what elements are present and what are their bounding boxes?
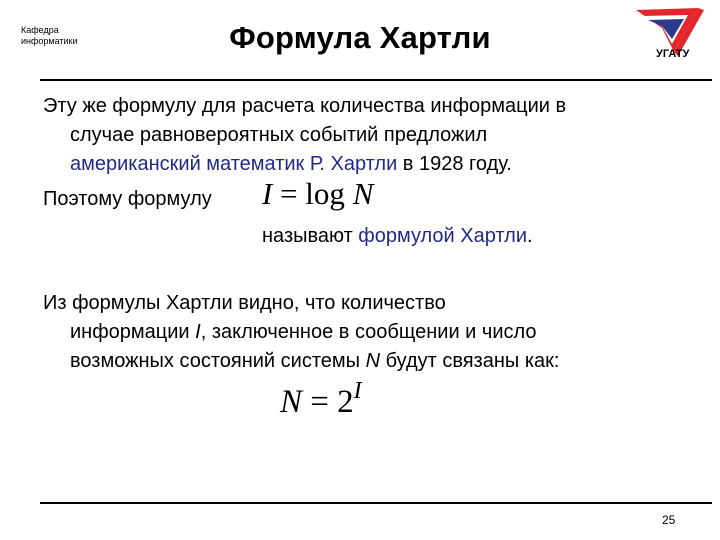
slide-title: Формула Хартли	[229, 20, 491, 55]
hartley-formula-name: формулой Хартли	[358, 225, 527, 247]
logo-text: УГАТУ	[656, 48, 690, 60]
paragraph-1-line-1: Эту же формулу для расчета количества информации в	[43, 95, 567, 117]
called-text: называют	[262, 225, 359, 247]
p3-l3-n: N	[365, 350, 381, 372]
p3-l2-a: информации	[70, 321, 196, 343]
hartley-mention: американский математик Р. Хартли	[70, 153, 398, 175]
paragraph-2	[43, 185, 212, 214]
paragraph-3-line-3	[43, 347, 559, 376]
department-line-2: информатики	[21, 36, 78, 46]
p3-l2-i: I	[195, 321, 201, 343]
department-line-1: Кафедра	[21, 25, 59, 35]
footer-divider	[40, 502, 712, 504]
p3-l3-b: будут связаны как:	[380, 350, 560, 372]
header-divider	[40, 79, 712, 81]
paragraph-3-line-1: Из формулы Хартли видно, что количество	[43, 292, 446, 314]
formula-n-symbol: N	[352, 176, 374, 211]
paragraph-1-line-2: случае равновероятных событий предложил	[70, 124, 488, 146]
formula2-n: N	[280, 384, 303, 420]
hartley-formula	[262, 176, 373, 212]
formula2-eq: = 2	[302, 384, 354, 420]
p3-l3-a: возможных состояний системы	[70, 350, 366, 372]
formula2-exponent: I	[353, 378, 362, 404]
formula-caption	[262, 222, 533, 251]
paragraph-2-line-1: Поэтому формулу	[43, 188, 212, 210]
p3-l2-b: , заключенное в сообщении и число	[200, 321, 537, 343]
paragraph-1-line-3	[43, 150, 566, 179]
formula-caption-line	[262, 222, 533, 251]
paragraph-3-line-2	[43, 318, 559, 347]
paragraph-1	[43, 92, 566, 179]
called-end: .	[527, 225, 533, 247]
page-number: 25	[662, 513, 676, 527]
university-logo-icon	[628, 6, 708, 70]
paragraph-3	[43, 289, 559, 376]
year-text: в 1928 году.	[397, 153, 512, 175]
formula-log: = log	[272, 176, 353, 211]
exponent-formula	[280, 378, 362, 421]
formula-i-symbol: I	[262, 176, 273, 211]
